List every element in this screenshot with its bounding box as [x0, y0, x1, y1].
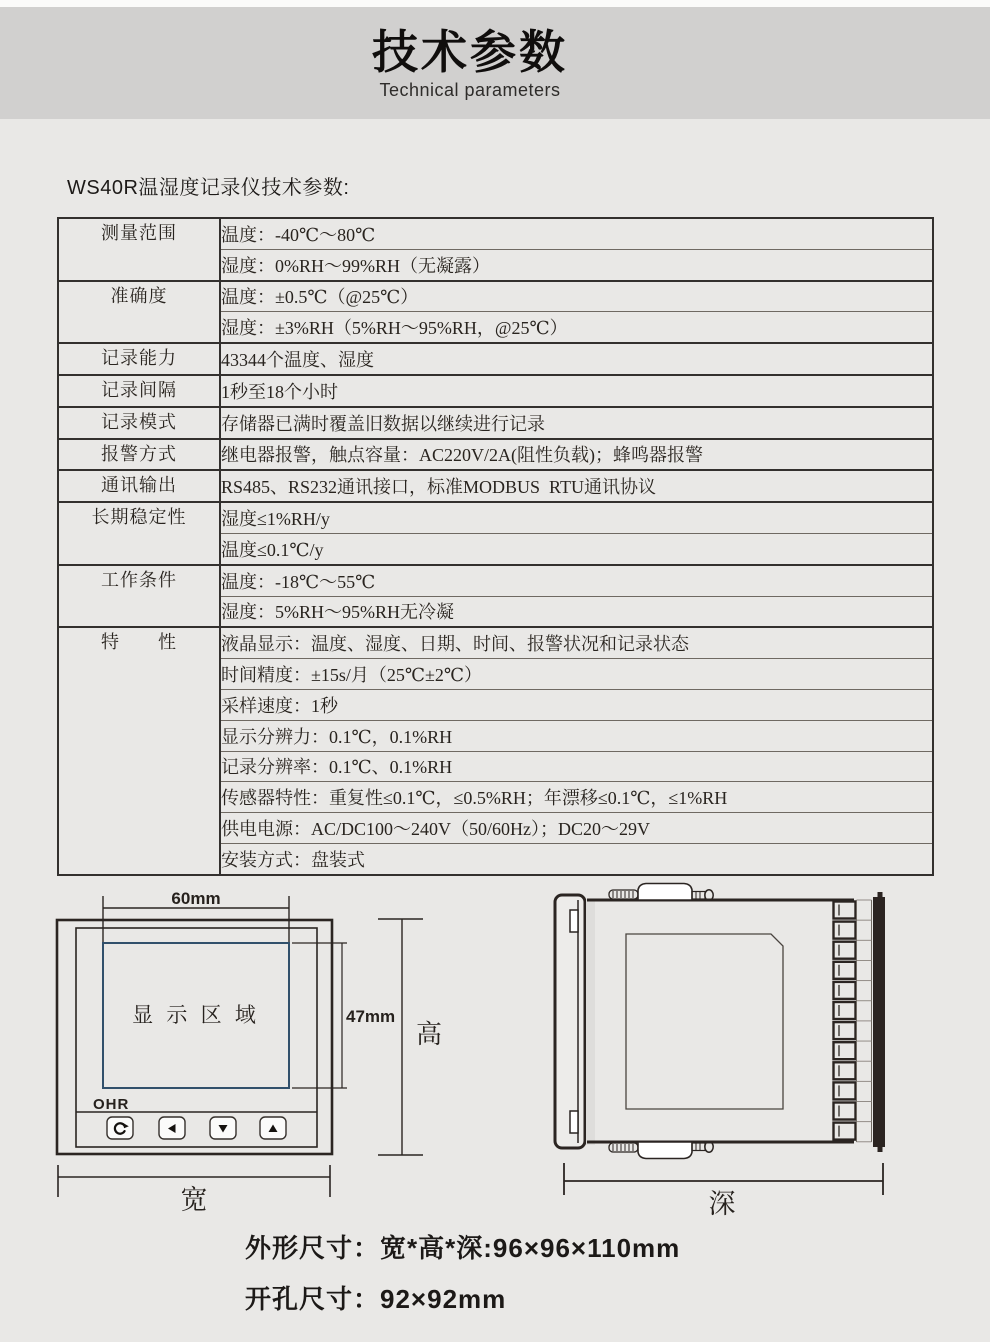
spec-value: 采样速度：1秒	[220, 689, 933, 720]
terminal-cell	[834, 1103, 856, 1120]
spec-value: 安装方式：盘装式	[220, 843, 933, 874]
spec-row	[58, 439, 933, 471]
spec-label: 测量范围	[58, 218, 220, 281]
spec-value: 湿度：5%RH～95%RH无冷凝	[220, 596, 933, 627]
spec-value: 湿度：±3%RH（5%RH～95%RH，@25℃）	[220, 312, 933, 343]
spec-value: 液晶显示：温度、湿度、日期、时间、报警状况和记录状态	[220, 627, 933, 658]
spec-label: 准确度	[58, 281, 220, 344]
loop-button	[107, 1117, 133, 1139]
spec-value: 1秒至18个小时	[220, 375, 933, 407]
spec-value: 记录分辨率：0.1℃、0.1%RH	[220, 751, 933, 782]
depth-label: 深	[708, 1189, 736, 1219]
spec-label: 特 性	[58, 627, 220, 874]
button-row	[107, 1117, 286, 1139]
header-banner	[0, 7, 990, 119]
spec-value: 存储器已满时覆盖旧数据以继续进行记录	[220, 407, 933, 439]
spec-label: 记录能力	[58, 343, 220, 375]
display-area-label: 显 示 区 域	[132, 1003, 260, 1027]
spec-row	[58, 565, 933, 596]
terminal-cell	[834, 902, 856, 919]
terminal-cell	[834, 942, 856, 959]
terminal-block-cells	[834, 902, 856, 1140]
spec-table	[57, 217, 934, 876]
spec-value: 供电电源：AC/DC100～240V（50/60Hz）；DC20～29V	[220, 813, 933, 844]
terminal-cell	[834, 1002, 856, 1019]
width-label: 宽	[180, 1185, 208, 1215]
spec-row	[58, 343, 933, 375]
spec-value: 湿度：0%RH～99%RH（无凝露）	[220, 249, 933, 280]
spec-label: 记录模式	[58, 407, 220, 439]
bezel	[555, 895, 585, 1148]
bezel-clip-top	[570, 910, 578, 932]
spec-label: 通讯输出	[58, 470, 220, 502]
bezel-clip-bottom	[570, 1111, 578, 1133]
terminal-cell	[834, 1123, 856, 1140]
spec-label: 报警方式	[58, 439, 220, 471]
terminal-cell	[834, 1042, 856, 1059]
dim-60mm-label: 60mm	[171, 889, 221, 908]
spec-label: 长期稳定性	[58, 502, 220, 565]
terminal-cell	[834, 1062, 856, 1079]
front-view-diagram	[45, 880, 455, 1215]
section-heading: WS40R温湿度记录仪技术参数:	[67, 177, 350, 199]
spec-row	[58, 375, 933, 407]
spec-table-body	[58, 218, 933, 875]
page-title: 技术参数	[372, 26, 568, 78]
spec-value: 温度：±0.5℃（@25℃）	[220, 281, 933, 312]
spec-row	[58, 218, 933, 249]
spec-row	[58, 470, 933, 502]
rear-bar-nub-bottom	[878, 1147, 883, 1152]
terminal-cell	[834, 962, 856, 979]
terminal-cell	[834, 1082, 856, 1099]
spec-value: 时间精度：±15s/月（25℃±2℃）	[220, 659, 933, 690]
spec-row	[58, 627, 933, 658]
outline-dimensions-text: 外形尺寸：宽*高*深:96×96×110mm	[245, 1233, 681, 1263]
terminal-cell	[834, 1022, 856, 1039]
spec-value: 43344个温度、湿度	[220, 343, 933, 375]
height-label: 高	[416, 1020, 443, 1049]
spec-row	[58, 281, 933, 312]
terminal-grid	[857, 900, 872, 1142]
terminal-cell	[834, 922, 856, 939]
spec-value: 继电器报警，触点容量：AC220V/2A(阻性负载)；蜂鸣器报警	[220, 439, 933, 471]
brand-logo: OHR	[93, 1096, 130, 1113]
spec-value: 温度≤0.1℃/y	[220, 533, 933, 564]
top-strip	[0, 0, 990, 7]
rear-bar	[873, 897, 885, 1147]
side-view-diagram	[545, 880, 905, 1220]
spec-row	[58, 407, 933, 439]
spec-value: 温度：-18℃～55℃	[220, 565, 933, 596]
dim-47mm-lines	[292, 943, 347, 1088]
spec-row	[58, 502, 933, 533]
spec-label: 工作条件	[58, 565, 220, 628]
spec-value: 温度：-40℃～80℃	[220, 218, 933, 249]
cutout-dimensions-text: 开孔尺寸：92×92mm	[245, 1284, 507, 1314]
body-panel	[626, 934, 783, 1109]
rear-bar-nub-top	[878, 892, 883, 897]
bezel-gap	[586, 899, 595, 1145]
spec-value: RS485、RS232通讯接口，标准MODBUS RTU通讯协议	[220, 470, 933, 502]
dim-47mm-label: 47mm	[346, 1007, 396, 1026]
top-clamp	[609, 884, 713, 901]
spec-value: 显示分辨力：0.1℃，0.1%RH	[220, 720, 933, 751]
spec-label: 记录间隔	[58, 375, 220, 407]
terminal-cell	[834, 982, 856, 999]
spec-value: 传感器特性：重复性≤0.1℃，≤0.5%RH；年漂移≤0.1℃，≤1%RH	[220, 782, 933, 813]
page-subtitle: Technical parameters	[379, 79, 561, 100]
bottom-clamp	[609, 1141, 713, 1158]
spec-value: 湿度≤1%RH/y	[220, 502, 933, 533]
